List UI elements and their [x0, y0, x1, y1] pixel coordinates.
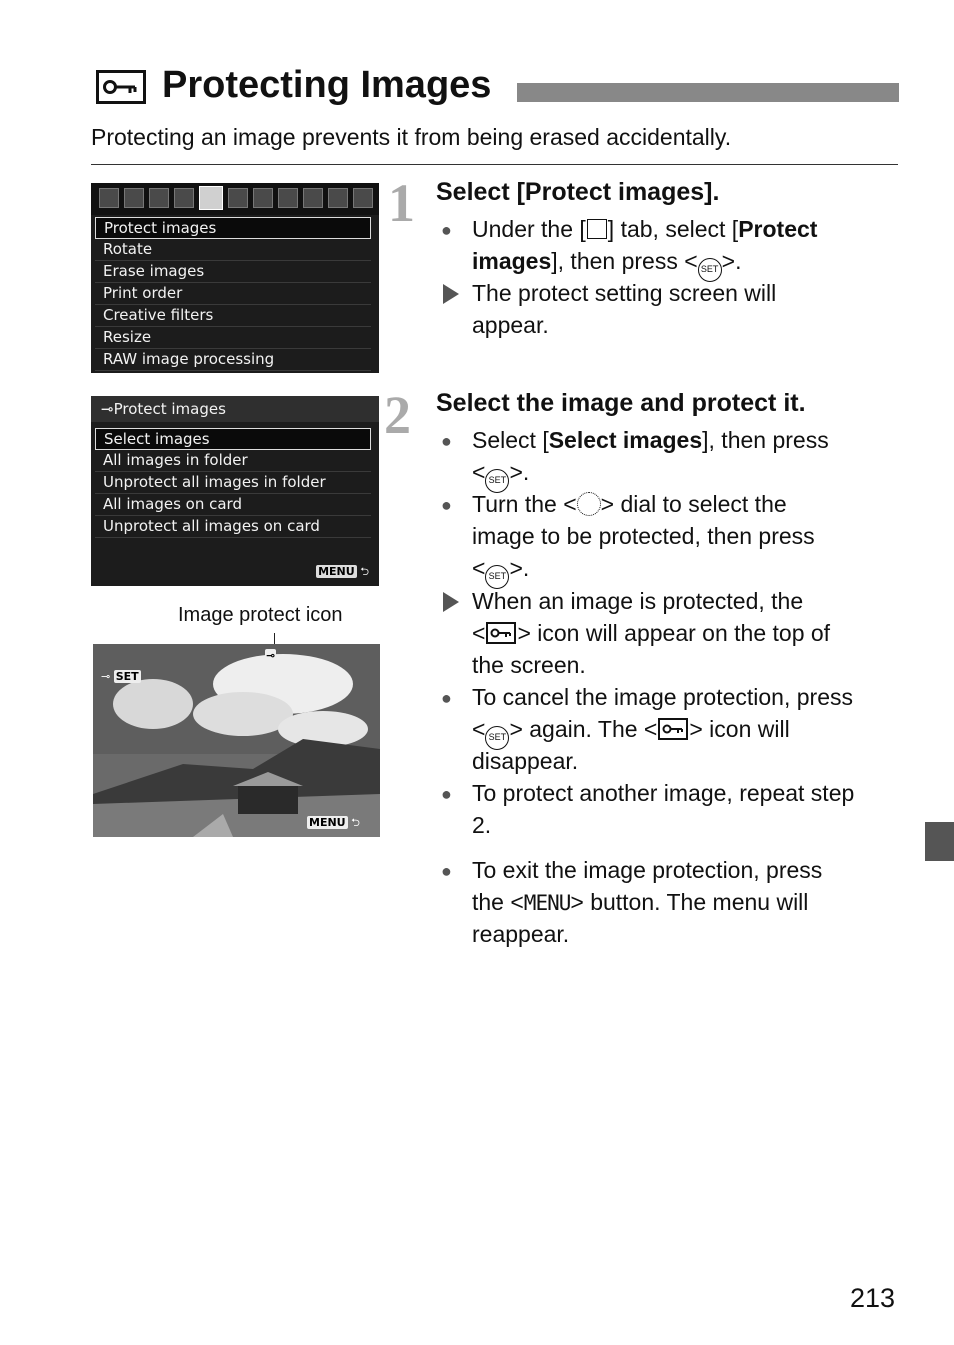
screen-header-label: Protect images: [113, 400, 226, 418]
back-arrow-icon: ⮌: [351, 816, 360, 829]
photo-caption: Image protect icon: [178, 604, 343, 626]
option-all-on-card: All images on card: [95, 494, 371, 516]
page-number: 213: [850, 1283, 896, 1313]
step-number-2: 2: [384, 385, 411, 445]
screen-header: [91, 396, 379, 422]
quick-control-dial-icon: [577, 492, 601, 516]
bullet-icon: ●: [441, 784, 452, 804]
set-button-icon: SET: [698, 258, 722, 282]
menu-item-raw-processing: RAW image processing: [95, 349, 371, 371]
menu-item-erase: Erase images: [95, 261, 371, 283]
text-fragment: <: [472, 459, 486, 485]
protect-set-hint: [101, 670, 141, 683]
text-fragment: > dial to select the: [600, 491, 787, 517]
setup-tab-icon: [303, 188, 323, 208]
title-rule-bar: [517, 83, 899, 102]
step2-bullet5-line3: reappear.: [472, 921, 570, 947]
text-fragment: <: [472, 716, 486, 742]
option-all-in-folder: All images in folder: [95, 450, 371, 472]
text-fragment: > icon will: [689, 716, 790, 742]
text-fragment: the <: [472, 889, 524, 915]
bullet-icon: ●: [441, 495, 452, 515]
menu-button-label: MENU: [318, 565, 355, 578]
step2-bullet3-line3: disappear.: [472, 748, 579, 774]
text-fragment: <: [472, 555, 486, 581]
step2-result-line2: [472, 620, 830, 647]
text-fragment: >.: [721, 248, 742, 274]
option-select-images: Select images: [95, 428, 371, 450]
bullet-icon: ●: [441, 861, 452, 881]
step2-bullet5-line2: [472, 889, 808, 916]
key-protect-icon: [486, 622, 516, 644]
result-arrow-icon: [443, 592, 459, 612]
page-title: Protecting Images: [162, 64, 492, 106]
shoot-tab-icon: [124, 188, 144, 208]
step2-result-line3: the screen.: [472, 652, 586, 678]
text-fragment: ] tab, select [: [607, 216, 739, 242]
menu-item-rotate: Rotate: [95, 239, 371, 261]
shoot-tab-icon: [149, 188, 169, 208]
camera-menu-screen: [91, 183, 379, 373]
menu-back-hint: [307, 814, 360, 833]
step2-bullet2-line2: image to be protected, then press: [472, 523, 815, 549]
image-protect-icon: ⊸: [266, 649, 276, 662]
intro-text: Protecting an image prevents it from being erased accidentally.: [91, 124, 732, 150]
key-icon: ⊸: [101, 400, 114, 418]
step1-result-line1: The protect setting screen will: [472, 280, 777, 306]
step2-bullet3-line1: To cancel the image protection, press: [472, 684, 853, 710]
text-fragment: ], then press <: [551, 248, 698, 274]
chapter-thumb-tab: [925, 822, 954, 861]
step1-bullet1-line2: [472, 248, 741, 282]
step1-bullet1-line1: [472, 216, 817, 243]
star-tab-icon: [353, 188, 373, 208]
bullet-icon: ●: [441, 220, 452, 240]
protect-images-screen: [91, 396, 379, 586]
shoot-tab-icon: [99, 188, 119, 208]
step2-bullet2-line3: [472, 555, 529, 589]
step-number-1: 1: [388, 173, 415, 233]
back-arrow-icon: ⮌: [360, 565, 369, 578]
set-button-icon: SET: [485, 469, 509, 493]
step2-bullet2-line1: [472, 491, 787, 518]
step2-bullet4-line1: To protect another image, repeat step: [472, 780, 855, 806]
playback-tab-icon: [228, 188, 248, 208]
text-fragment: > button. The menu will: [570, 889, 809, 915]
set-button-icon: SET: [485, 565, 509, 589]
bullet-icon: ●: [441, 431, 452, 451]
menu-item-protect: Protect images: [95, 217, 371, 239]
result-arrow-icon: [443, 284, 459, 304]
menu-tabs: [91, 183, 379, 215]
menu-item-creative-filters: Creative filters: [95, 305, 371, 327]
set-button-icon: SET: [485, 726, 509, 750]
text-fragment: >.: [509, 459, 530, 485]
text-bold: images: [472, 248, 552, 274]
option-unprotect-folder: Unprotect all images in folder: [95, 472, 371, 494]
step2-heading: Select the image and protect it.: [436, 389, 806, 417]
setup-tab-icon: [278, 188, 298, 208]
sample-photo: [93, 644, 380, 837]
text-fragment: > again. The <: [509, 716, 658, 742]
step2-bullet5-line1: To exit the image protection, press: [472, 857, 823, 883]
text-fragment: ], then press: [702, 427, 829, 453]
menu-button-label: MENU: [309, 816, 346, 829]
step2-bullet3-line2: [472, 716, 790, 750]
menu-item-resize: Resize: [95, 327, 371, 349]
step2-bullet1-line2: [472, 459, 529, 493]
key-protect-icon: [658, 718, 688, 740]
text-fragment: Select [: [472, 427, 549, 453]
text-bold: Select images: [548, 427, 703, 453]
key-icon: ⊸: [101, 670, 111, 683]
step2-bullet4-line2: 2.: [472, 812, 492, 838]
menu-back-hint: [316, 563, 369, 582]
step2-bullet1-line1: [472, 427, 829, 454]
text-fragment: <: [472, 620, 486, 646]
bullet-icon: ●: [441, 688, 452, 708]
text-bold: Protect: [738, 216, 818, 242]
setup-tab-icon: [253, 188, 273, 208]
shoot-tab-icon: [174, 188, 194, 208]
key-protect-icon: [96, 70, 146, 104]
text-fragment: Turn the <: [472, 491, 577, 517]
text-fragment: Under the [: [472, 216, 586, 242]
playback-tab-icon: [199, 186, 223, 210]
step2-result-line1: When an image is protected, the: [472, 588, 804, 614]
option-unprotect-card: Unprotect all images on card: [95, 516, 371, 538]
header-divider: [91, 164, 898, 165]
step1-heading: Select [Protect images].: [436, 178, 720, 206]
text-fragment: >.: [509, 555, 530, 581]
menu-button-icon: MENU: [523, 891, 571, 915]
step1-result-line2: appear.: [472, 312, 549, 338]
set-button-label: SET: [115, 670, 139, 683]
custom-tab-icon: [328, 188, 348, 208]
menu-item-print-order: Print order: [95, 283, 371, 305]
playback-tab-icon: [587, 219, 607, 239]
text-fragment: > icon will appear on the top of: [517, 620, 831, 646]
